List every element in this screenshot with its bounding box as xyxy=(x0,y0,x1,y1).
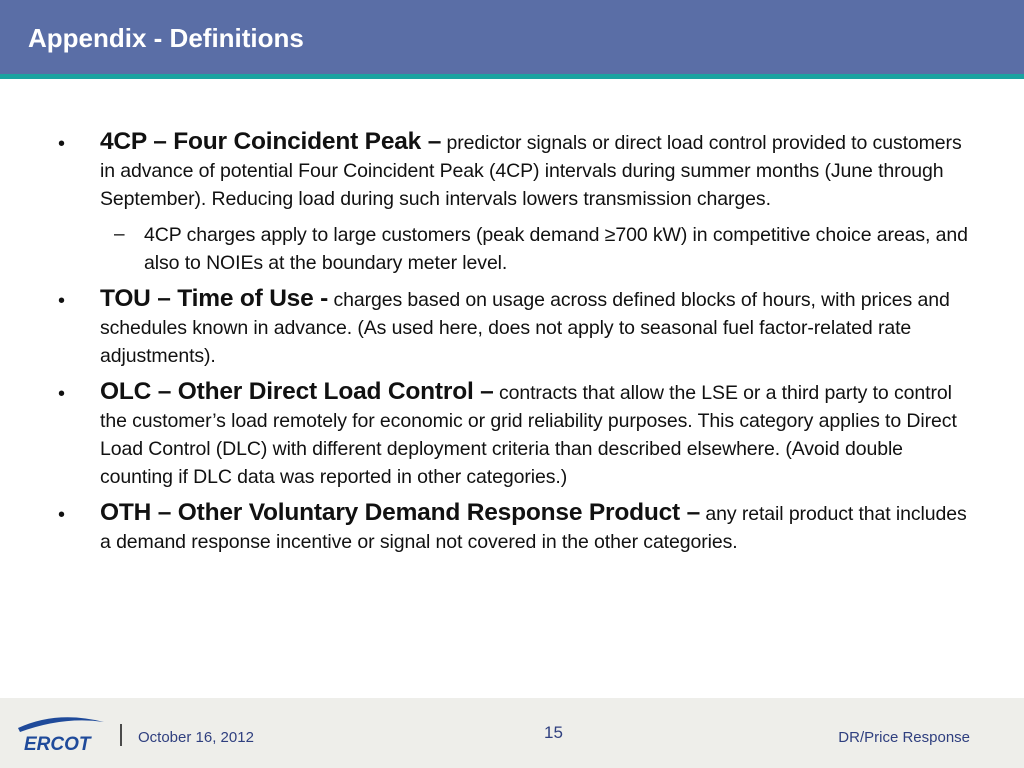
definition-description: contracts that allow the LSE or a third party to control the customer’s load remotely for economic or grid reliability purposes. This category applies to Direct Load Control (DLC) with different deployment criteria than described elsewhere. (Avoid double counting if DLC data was reported in other categories.) xyxy=(100,382,957,488)
definition-description: charges based on usage across defined blocks of hours, with prices and schedules known in advance. (As used here, does not apply to seasonal fuel factor-related rate adjustments). xyxy=(100,289,950,367)
definition-term: 4CP – Four Coincident Peak – xyxy=(100,128,442,155)
sub-definition-4cp xyxy=(56,221,976,277)
definition-item-4cp xyxy=(56,128,976,213)
definition-item-oth xyxy=(56,499,976,556)
footer-date: October 16, 2012 xyxy=(138,729,254,746)
footer-divider xyxy=(120,724,122,746)
definition-term: TOU – Time of Use - xyxy=(100,285,329,312)
definition-text xyxy=(100,285,976,370)
bullet-marker: • xyxy=(58,383,66,405)
footer-section-label: DR/Price Response xyxy=(838,729,970,746)
sub-definition-text: 4CP charges apply to large customers (peak demand ≥700 kW) in competitive choice areas, and also to NOIEs at the boundary meter level. xyxy=(144,224,968,274)
page-number: 15 xyxy=(544,723,563,742)
slide-footer xyxy=(0,698,1024,768)
logo-wordmark: ERCOT xyxy=(24,734,91,755)
definition-term: OLC – Other Direct Load Control – xyxy=(100,378,494,405)
logo-swoosh-icon xyxy=(18,717,104,732)
bullet-marker: • xyxy=(58,504,66,526)
bullet-marker: • xyxy=(58,133,66,155)
header-accent-stripe xyxy=(0,74,1024,79)
definition-item-tou xyxy=(56,285,976,370)
definition-text xyxy=(100,378,976,491)
definition-description: any retail product that includes a demand response incentive or signal not covered in the other categories. xyxy=(100,503,967,553)
definition-text xyxy=(100,499,976,556)
definition-text xyxy=(100,128,976,213)
definition-term: OTH – Other Voluntary Demand Response Product – xyxy=(100,499,701,526)
definition-description: predictor signals or direct load control provided to customers in advance of potential Four Coincident Peak (4CP) intervals during summer months (June through September). Reducing load during such intervals lowers transmission charges. xyxy=(100,132,962,210)
bullet-marker: • xyxy=(58,290,66,312)
definition-item-olc xyxy=(56,378,976,491)
definitions-list xyxy=(56,128,976,564)
sub-bullet-marker: – xyxy=(114,224,125,245)
slide-title: Appendix - Definitions xyxy=(28,23,304,53)
ercot-logo xyxy=(12,708,112,756)
